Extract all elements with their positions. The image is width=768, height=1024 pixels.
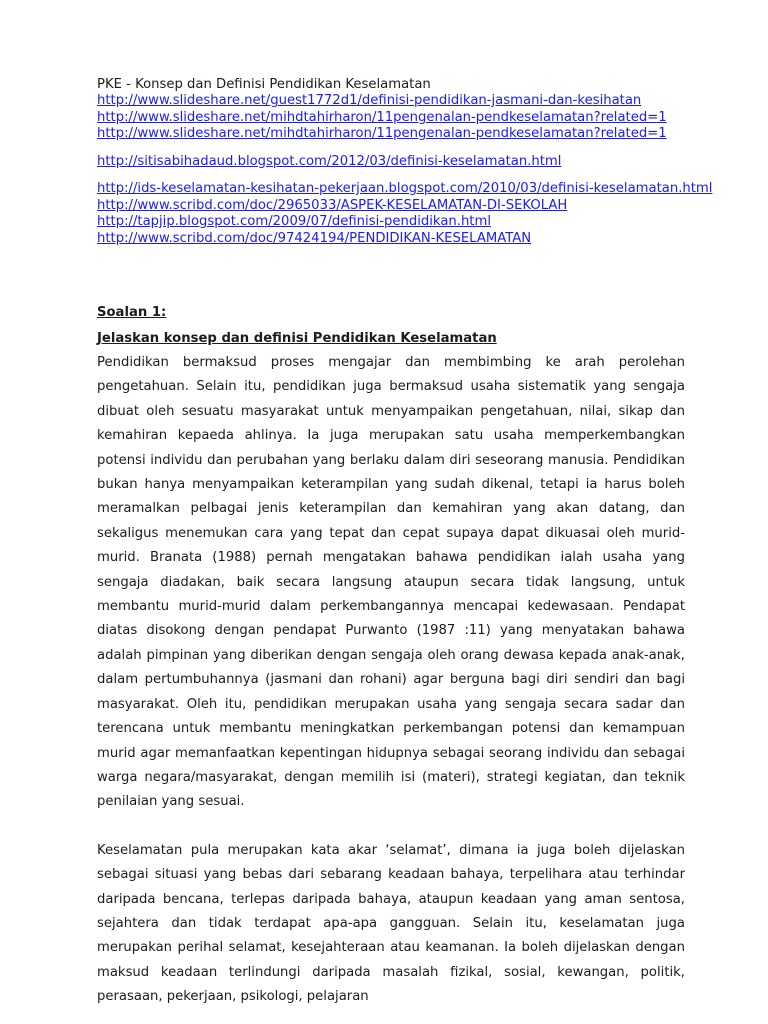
reference-header	[97, 77, 717, 247]
paragraph-pendidikan: Pendidikan bermaksud proses mengajar dan membimbing ke arah perolehan pengetahuan. Selain itu, pendidikan juga bermaksud usaha sistematik yang sengaja dibuat oleh sesuatu masyarakat untuk menyampaikan pengetahuan, nilai, sikap dan kemahiran kepaeda ahlinya. Ia juga merupakan satu usaha memperkembangkan potensi individu dan perubahan yang berlaku dalam diri seseorang manusia. Pendidikan bukan hanya menyampaikan keterampilan yang sudah dikenal, tetapi ia harus boleh meramalkan pelbagai jenis keterampilan dan kemahiran yang akan datang, dan sekaligus menemukan cara yang tepat dan cepat supaya dapat dikuasai oleh murid-murid. Branata (1988) pernah mengatakan bahawa pendidikan ialah usaha yang sengaja diadakan, baik secara langsung ataupun secara tidak langsung, untuk membantu murid-murid dalam perkembangannya mencapai kedewasaan. Pendapat diatas disokong dengan pendapat Purwanto (1987 :11) yang menyatakan bahawa adalah pimpinan yang diberikan dengan sengaja oleh orang dewasa kepada anak-anak, dalam pertumbuhannya (jasmani dan rohani) agar berguna bagi diri sendiri dan bagi masyarakat. Oleh itu, pendidikan merupakan usaha yang sengaja secara sadar dan terencana untuk membantu meningkatkan perkembangan potensi dan kemampuan murid agar memanfaatkan kepentingan hidupnya sebagai seorang individu dan sebagai warga negara/masyarakat, dengan memilih isi (materi), strategi kegiatan, dan teknik penilaian yang sesuai.	[97, 355, 685, 810]
reference-link[interactable]: http://sitisabihadaud.blogspot.com/2012/03/definisi-keselamatan.html	[97, 153, 562, 169]
reference-links-group-3	[97, 181, 717, 247]
reference-link[interactable]: http://ids-keselamatan-kesihatan-pekerjaan.blogspot.com/2010/03/definisi-keselamatan.html	[97, 181, 713, 196]
reference-link[interactable]: http://www.scribd.com/doc/97424194/PENDIDIKAN-KESELAMATAN	[97, 230, 532, 246]
reference-link[interactable]: http://www.scribd.com/doc/2965033/ASPEK-KESELAMATAN-DI-SEKOLAH	[97, 197, 568, 213]
document-title: PKE - Konsep dan Definisi Pendidikan Keselamatan	[97, 77, 431, 92]
reference-links-group-2	[97, 154, 717, 171]
reference-link[interactable]: http://www.slideshare.net/mihdtahirharon/11pengenalan-pendkeselamatan?related=1	[97, 109, 667, 125]
question-section	[97, 303, 685, 1010]
reference-link[interactable]: http://tapjip.blogspot.com/2009/07/definisi-pendidikan.html	[97, 214, 491, 229]
question-title: Jelaskan konsep dan definisi Pendidikan Keselamatan	[97, 331, 497, 346]
reference-link[interactable]: http://www.slideshare.net/guest1772d1/definisi-pendidikan-jasmani-dan-kesihatan	[97, 93, 642, 108]
question-label: Soalan 1:	[97, 305, 167, 320]
reference-link[interactable]: http://www.slideshare.net/mihdtahirharon/11pengenalan-pendkeselamatan?related=1	[97, 126, 667, 141]
paragraph-keselamatan: Keselamatan pula merupakan kata akar ‘selamat’, dimana ia juga boleh dijelaskan sebagai situasi yang bebas dari sebarang keadaan bahaya, terpelihara atau terhindar daripada bencana, terlepas daripada bahaya, ataupun keadaan yang aman sentosa, sejahtera dan tidak terdapat apa-apa gangguan. Selain itu, keselamatan juga merupakan perihal selamat, kesejahteraan atau keamanan. Ia boleh dijelaskan dengan maksud keadaan terlindungi daripada masalah fizikal, sosial, kewangan, politik, perasaan, pekerjaan, psikologi, pelajaran	[97, 842, 685, 1005]
reference-links-group-1	[97, 93, 717, 143]
